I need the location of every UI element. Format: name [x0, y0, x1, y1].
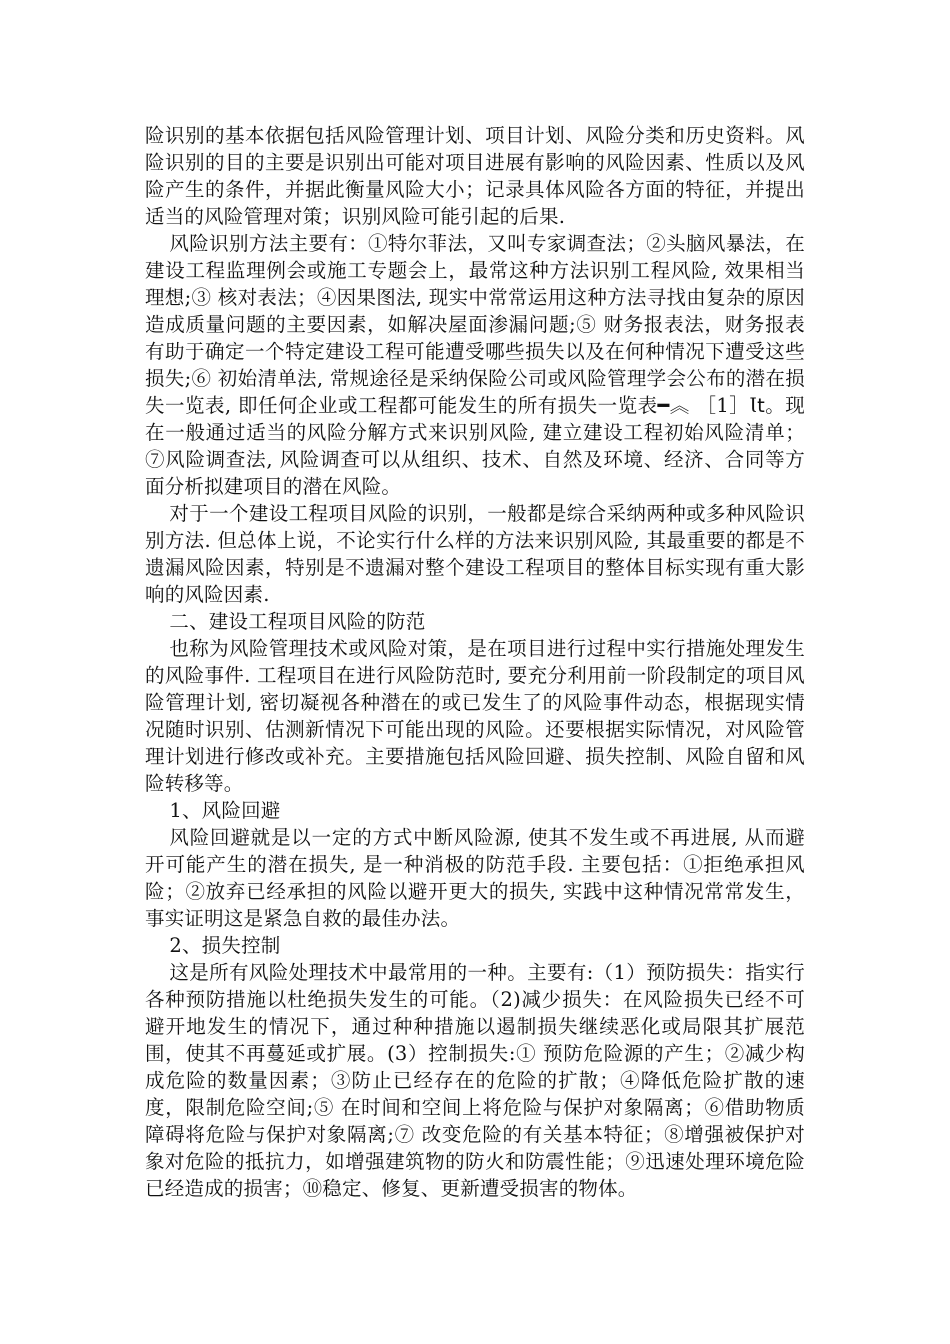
- paragraph-loss-control: 这是所有风险处理技术中最常用的一种。主要有:（1）预防损失：指实行各种预防措施以杜绝损失发生的可能。（2)减少损失：在风险损失已经不可避开地发生的情况下，通过种种措施以遏制损失继续恶化或局限其扩展范围，使其不再蔓延或扩展。(3）控制损失:① 预防危险源的产生；②减少构成危险的数量因素；③防止已经存在的危险的扩散；④降低危险扩散的速度，限制危险空间;⑤ 在时间和空间上将危险与保护对象隔离；⑥借助物质障碍将危险与保护对象隔离;⑦ 改变危险的有关基本特征；⑧增强被保护对象对危险的抵抗力，如增强建筑物的防火和防震性能；⑨迅速处理环境危险已经造成的损害；⑩稳定、修复、更新遭受损害的物体。: [145, 961, 805, 1200]
- paragraph-risk-identification-summary: 对于一个建设工程项目风险的识别，一般都是综合采纳两种或多种风险识别方法. 但总体上说，不论实行什么样的方法来识别风险, 其最重要的都是不遗漏风险因素，特别是不遗漏对整个建设工程项目的整体目标实现有重大影响的风险因素.: [145, 502, 805, 606]
- subheading-risk-avoidance: 1、风险回避: [169, 799, 281, 822]
- paragraph-risk-identification-basis: 险识别的基本依据包括风险管理计划、项目计划、风险分类和历史资料。风险识别的目的主要是识别出可能对项目进展有影响的风险因素、性质以及风险产生的条件，并据此衡量风险大小；记录具体风险各方面的特征，并提出适当的风险管理对策；识别风险可能引起的后果.: [145, 124, 805, 228]
- paragraph-risk-identification-methods: 风险识别方法主要有：①特尔菲法，又叫专家调查法；②头脑风暴法，在建设工程监理例会或施工专题会上，最常这种方法识别工程风险, 效果相当理想;③ 核对表法；④因果图法, 现实中常常运用这种方法寻找由复杂的原因造成质量问题的主要因素，如解决屋面渗漏问题;⑤ 财务报表法，财务报表有助于确定一个特定建设工程可能遭受哪些损失以及在何种情况下遭受这些损失;⑥ 初始清单法, 常规途径是采纳保险公司或风险管理学会公布的潜在损失一览表, 即任何企业或工程都可能发生的所有损失一览表━︽ ［1］Ɩ𝗍。现在一般通过适当的风险分解方式来识别风险, 建立建设工程初始风险清单；⑦风险调查法, 风险调查可以从组织、技术、自然及环境、经济、合同等方面分析拟建项目的潜在风险。: [145, 232, 805, 498]
- section-heading-risk-prevention: 二、建设工程项目风险的防范: [169, 610, 426, 633]
- paragraph-risk-prevention-intro: 也称为风险管理技术或风险对策，是在项目进行过程中实行措施处理发生的风险事件. 工程项目在进行风险防范时, 要充分利用前一阶段制定的项目风险管理计划, 密切凝视各种潜在的或已发生了的风险事件动态，根据现实情况随时识别、估测新情况下可能出现的风险。还要根据实际情况，对风险管理计划进行修改或补充。主要措施包括风险回避、损失控制、风险自留和风险转移等。: [145, 637, 805, 795]
- subheading-loss-control: 2、损失控制: [169, 934, 281, 957]
- document-page: [145, 122, 805, 1202]
- paragraph-risk-avoidance: 风险回避就是以一定的方式中断风险源, 使其不发生或不再进展, 从而避开可能产生的潜在损失, 是一种消极的防范手段. 主要包括：①拒绝承担风险；②放弃已经承担的风险以避开更大的损失, 实践中这种情况常常发生，事实证明这是紧急自救的最佳办法。: [145, 826, 805, 930]
